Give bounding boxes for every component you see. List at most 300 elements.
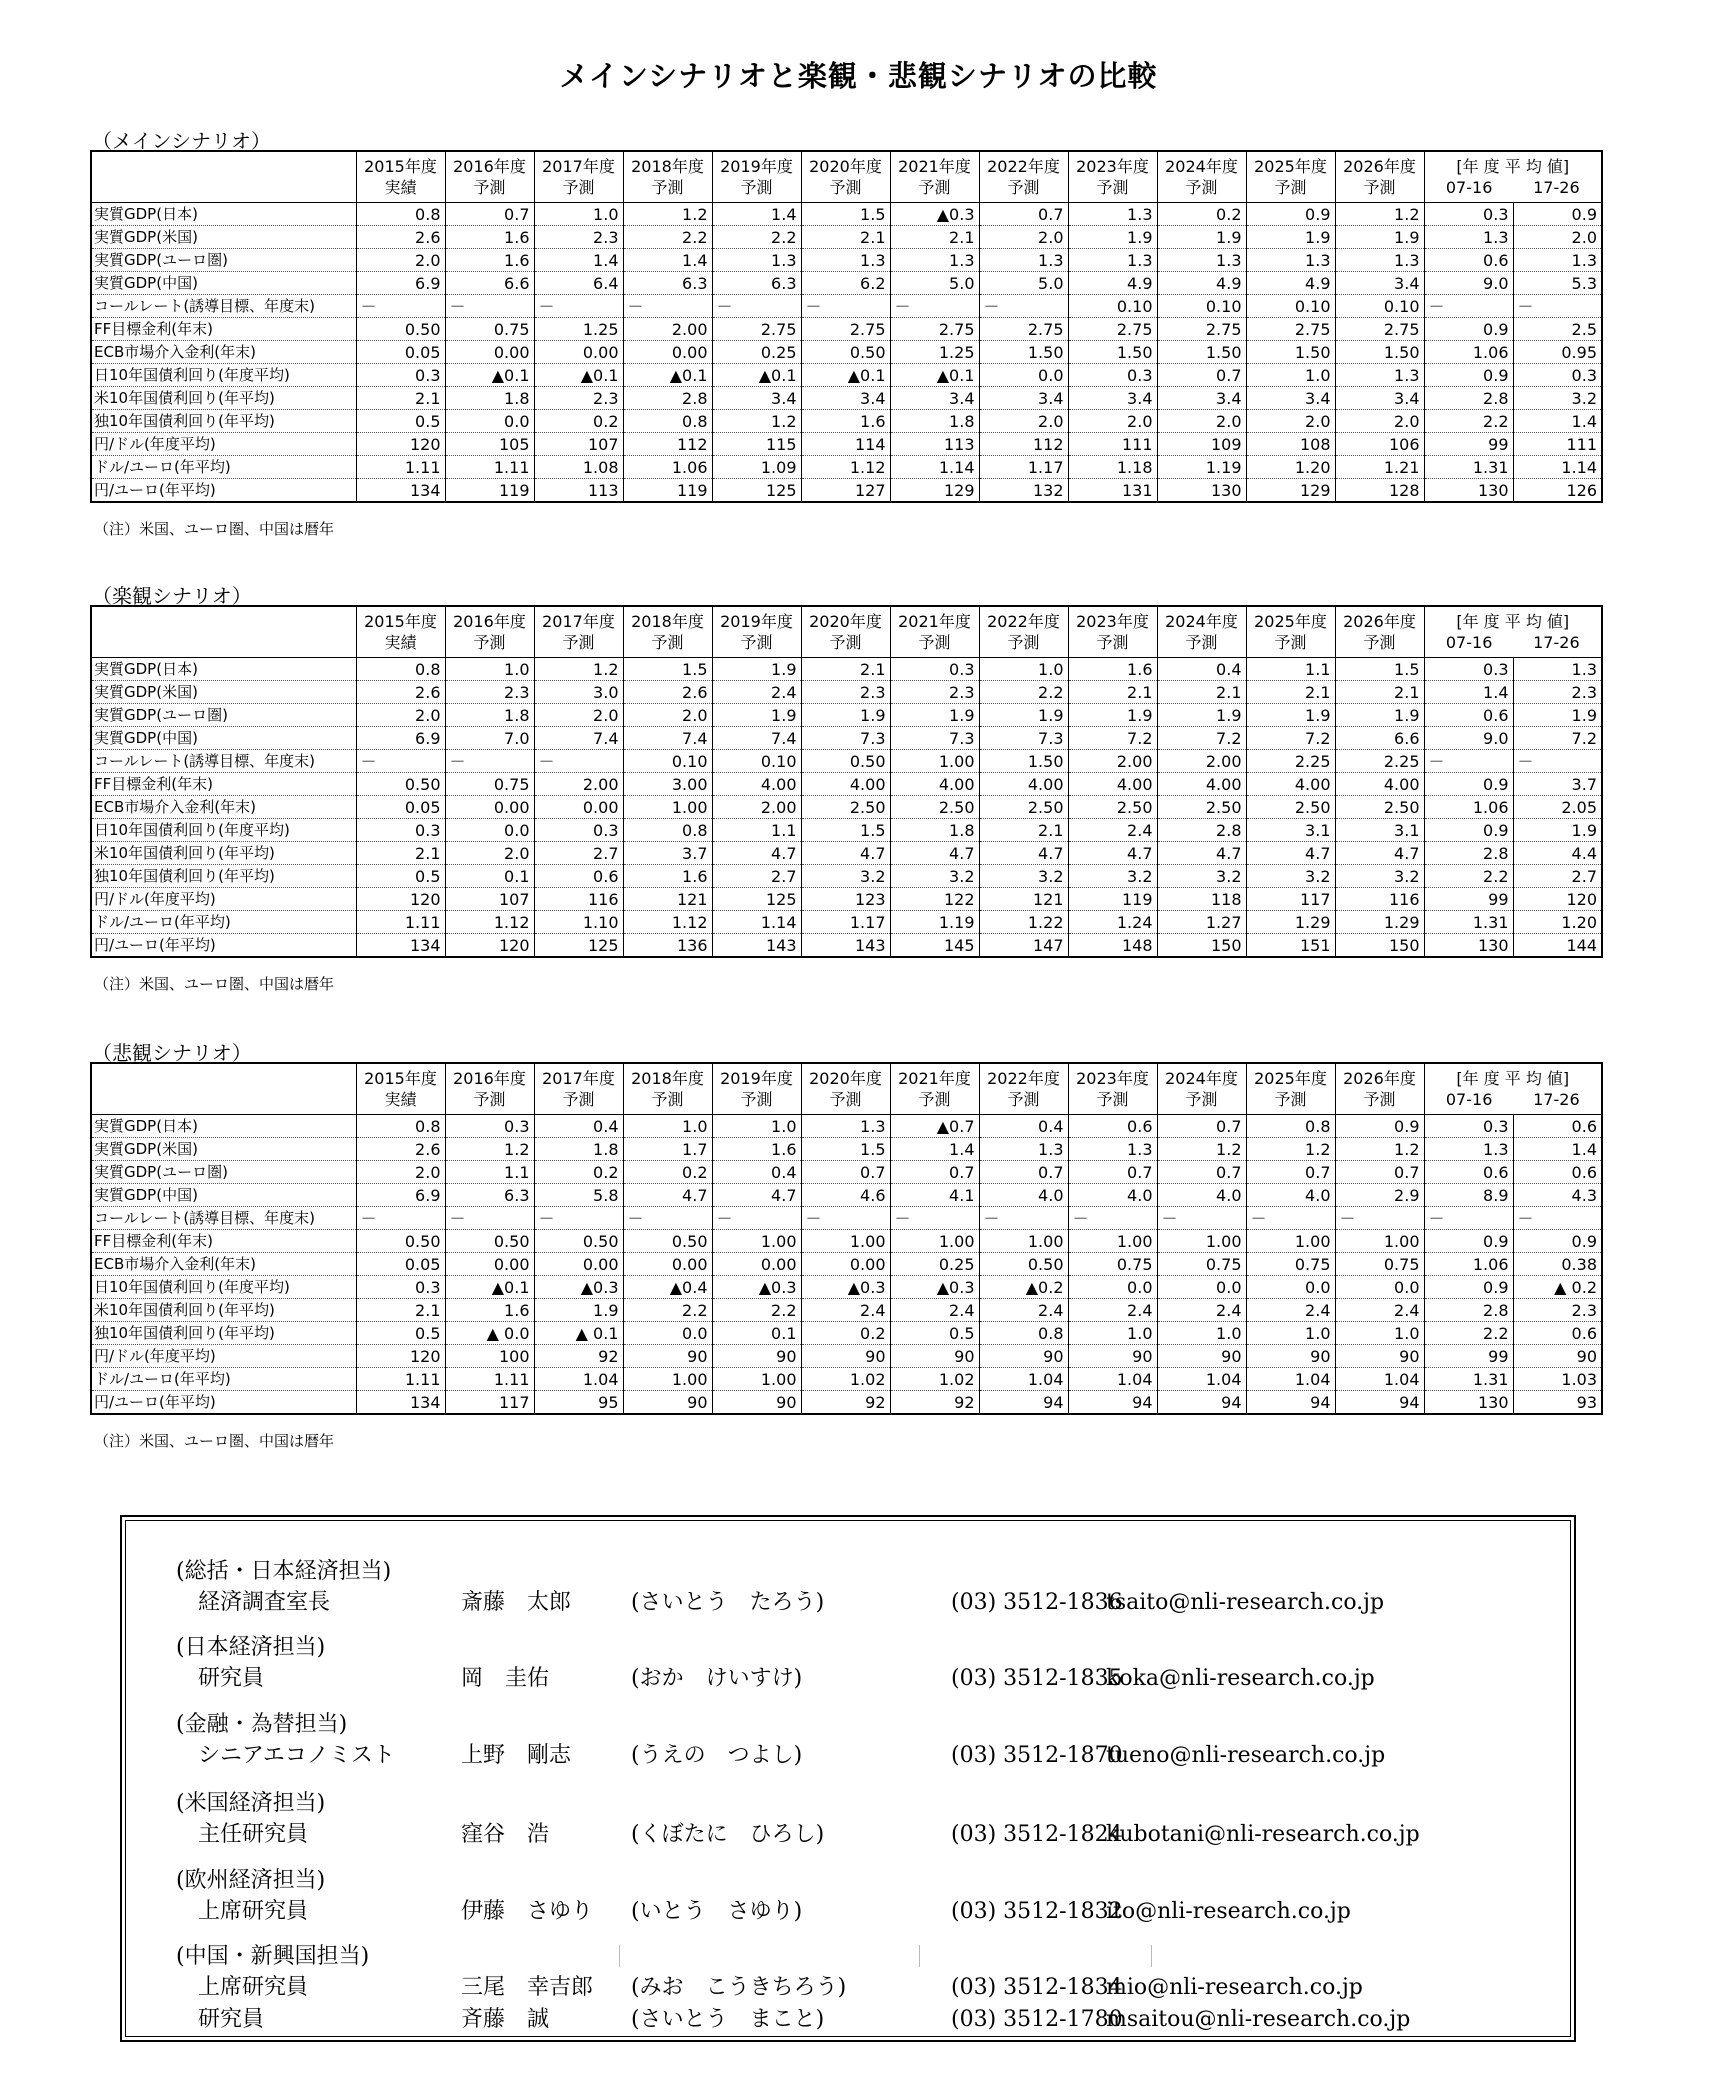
page-title: メインシナリオと楽観・悲観シナリオの比較 — [559, 59, 1158, 93]
table-cell: － — [445, 295, 534, 318]
table-cell: 0.05 — [356, 341, 445, 364]
table-cell: 150 — [1157, 934, 1246, 958]
table-row — [91, 226, 1602, 249]
table-cell: 1.9 — [1068, 704, 1157, 727]
column-header: 2022年度 予測 — [979, 151, 1068, 203]
contact-kana: (みお こうきちろう) — [631, 1975, 847, 2000]
table-cell: 1.08 — [534, 456, 623, 479]
table-cell: 2.7 — [1513, 865, 1602, 888]
table-cell: 1.12 — [445, 911, 534, 934]
table-cell: 134 — [356, 934, 445, 958]
column-header: 2019年度 予測 — [712, 606, 801, 658]
table-cell: － — [712, 1207, 801, 1230]
table-cell: 1.00 — [623, 796, 712, 819]
table-row — [91, 727, 1602, 750]
table-cell: 1.2 — [1335, 1138, 1424, 1161]
table-cell: 0.38 — [1513, 1253, 1602, 1276]
table-cell: 0.75 — [445, 773, 534, 796]
table-cell: 1.0 — [1335, 1322, 1424, 1345]
table-cell: 0.2 — [534, 1161, 623, 1184]
table-cell: 3.2 — [1068, 865, 1157, 888]
table-row — [91, 272, 1602, 295]
table-cell: 2.2 — [623, 1299, 712, 1322]
table-cell: － — [890, 1207, 979, 1230]
table-cell: 4.7 — [712, 1184, 801, 1207]
table-cell: ▲0.3 — [890, 1276, 979, 1299]
table-cell: 1.3 — [801, 1115, 890, 1138]
table-cell: 0.9 — [1424, 364, 1513, 387]
contact-phone: (03) 3512-1780 — [951, 2007, 1123, 2032]
table-cell: 108 — [1246, 433, 1335, 456]
table-cell: 125 — [712, 888, 801, 911]
contact-group-title: (米国経済担当) — [176, 1791, 326, 1816]
table-cell: 125 — [712, 479, 801, 503]
table-cell: 2.1 — [801, 226, 890, 249]
row-label: ドル/ユーロ(年平均) — [91, 456, 356, 479]
table-cell: 2.7 — [712, 865, 801, 888]
table-cell: ▲0.1 — [623, 364, 712, 387]
table-cell: 99 — [1424, 1345, 1513, 1368]
table-cell: 0.0 — [1335, 1276, 1424, 1299]
table-cell: 1.2 — [712, 410, 801, 433]
table-cell: － — [623, 1207, 712, 1230]
table-cell: － — [1513, 750, 1602, 773]
table-cell: 0.7 — [1157, 1115, 1246, 1138]
table-cell: 2.4 — [801, 1299, 890, 1322]
table-cell: 1.2 — [534, 658, 623, 681]
table-row — [91, 410, 1602, 433]
table-cell: － — [445, 1207, 534, 1230]
table-cell: 0.00 — [712, 1253, 801, 1276]
table-cell: 7.4 — [534, 727, 623, 750]
table-cell: 0.00 — [534, 341, 623, 364]
table-cell: 1.4 — [534, 249, 623, 272]
table-cell: 2.0 — [1335, 410, 1424, 433]
table-cell: 0.00 — [445, 341, 534, 364]
contact-name: 伊藤 さゆり — [461, 1899, 594, 1924]
table-cell: 0.0 — [979, 364, 1068, 387]
table-cell: 1.04 — [534, 1368, 623, 1391]
column-header-average: [年 度 平 均 値] 07-16 17-26 — [1424, 151, 1602, 203]
table-cell: 0.9 — [1424, 1230, 1513, 1253]
table-cell: 129 — [890, 479, 979, 503]
table-cell: 1.22 — [979, 911, 1068, 934]
table-cell: 116 — [1335, 888, 1424, 911]
table-cell: 1.3 — [1424, 226, 1513, 249]
row-label: ドル/ユーロ(年平均) — [91, 911, 356, 934]
table-cell: 0.10 — [712, 750, 801, 773]
table-cell: 2.50 — [801, 796, 890, 819]
table-cell: 90 — [623, 1345, 712, 1368]
table-cell: 4.7 — [712, 842, 801, 865]
table-cell: 1.3 — [979, 249, 1068, 272]
table-cell: 0.7 — [445, 203, 534, 226]
table-cell: 1.3 — [890, 249, 979, 272]
table-cell: ▲0.1 — [890, 364, 979, 387]
table-cell: 3.4 — [712, 387, 801, 410]
table-cell: 4.9 — [1157, 272, 1246, 295]
table-cell: 3.00 — [623, 773, 712, 796]
table-cell: 1.3 — [1068, 203, 1157, 226]
row-label: 独10年国債利回り(年平均) — [91, 1322, 356, 1345]
divider — [1151, 1945, 1152, 1967]
table-cell: 1.0 — [445, 658, 534, 681]
table-cell: ▲0.4 — [623, 1276, 712, 1299]
table-cell: 90 — [1246, 1345, 1335, 1368]
table-cell: 0.7 — [801, 1161, 890, 1184]
table-cell: 117 — [1246, 888, 1335, 911]
table-cell: 1.12 — [801, 456, 890, 479]
table-cell: 1.25 — [534, 318, 623, 341]
table-cell: 1.04 — [1157, 1368, 1246, 1391]
table-row — [91, 1322, 1602, 1345]
contact-person — [176, 1740, 1386, 1772]
table-cell: 2.2 — [1424, 410, 1513, 433]
table-cell: 7.2 — [1157, 727, 1246, 750]
contact-email[interactable]: mio@nli-research.co.jp — [1106, 1975, 1363, 2000]
table-cell: 6.6 — [445, 272, 534, 295]
table-cell: 130 — [1424, 479, 1513, 503]
table-cell: 1.10 — [534, 911, 623, 934]
table-cell: 2.3 — [801, 681, 890, 704]
contact-phone: (03) 3512-1835 — [951, 1666, 1123, 1691]
contact-group-title: (日本経済担当) — [176, 1635, 326, 1660]
table-cell: 4.00 — [1068, 773, 1157, 796]
column-header: 2026年度 予測 — [1335, 151, 1424, 203]
table-cell: 0.4 — [534, 1115, 623, 1138]
table-cell: 1.3 — [1068, 1138, 1157, 1161]
table-cell: 0.8 — [1246, 1115, 1335, 1138]
table-cell: 0.50 — [979, 1253, 1068, 1276]
table-cell: 121 — [979, 888, 1068, 911]
table-cell: 0.50 — [534, 1230, 623, 1253]
table-cell: 4.9 — [1246, 272, 1335, 295]
table-row — [91, 704, 1602, 727]
table-row — [91, 1230, 1602, 1253]
table-cell: 3.2 — [1513, 387, 1602, 410]
table-cell: 2.50 — [1157, 796, 1246, 819]
table-cell: 0.7 — [1246, 1161, 1335, 1184]
contact-kana: (さいとう たろう) — [631, 1590, 825, 1615]
table-cell: 2.1 — [1335, 681, 1424, 704]
table-cell: 1.29 — [1246, 911, 1335, 934]
contact-phone: (03) 3512-1832 — [951, 1899, 1123, 1924]
table-cell: 99 — [1424, 433, 1513, 456]
column-header: 2015年度 実績 — [356, 1063, 445, 1115]
table-cell: 0.8 — [356, 1115, 445, 1138]
contact-kana: (くぼたに ひろし) — [631, 1822, 825, 1847]
contact-kana: (いとう さゆり) — [631, 1899, 803, 1924]
row-label: FF目標金利(年末) — [91, 1230, 356, 1253]
table-cell: － — [445, 750, 534, 773]
table-cell: 0.3 — [356, 364, 445, 387]
table-cell: 1.00 — [712, 1230, 801, 1253]
table-row — [91, 796, 1602, 819]
row-label: 実質GDP(中国) — [91, 1184, 356, 1207]
column-header: 2024年度 予測 — [1157, 606, 1246, 658]
contact-phone: (03) 3512-1870 — [951, 1743, 1123, 1768]
table-cell: 1.6 — [623, 865, 712, 888]
table-cell: 2.4 — [1068, 1299, 1157, 1322]
table-cell: 6.9 — [356, 1184, 445, 1207]
table-cell: 94 — [1246, 1391, 1335, 1415]
table-row — [91, 1299, 1602, 1322]
table-row — [91, 1276, 1602, 1299]
table-cell: 0.7 — [890, 1161, 979, 1184]
table-cell: 2.3 — [445, 681, 534, 704]
table-cell: ▲0.3 — [890, 203, 979, 226]
table-cell: 4.3 — [1513, 1184, 1602, 1207]
contact-group-title: (欧州経済担当) — [176, 1868, 326, 1893]
table-cell: － — [1068, 1207, 1157, 1230]
table-cell: 143 — [712, 934, 801, 958]
table-cell: 1.50 — [1246, 341, 1335, 364]
table-cell: 105 — [445, 433, 534, 456]
table-cell: 1.6 — [445, 226, 534, 249]
table-cell: 2.50 — [1246, 796, 1335, 819]
table-cell: 4.7 — [1157, 842, 1246, 865]
table-row — [91, 1207, 1602, 1230]
table-cell: 1.04 — [979, 1368, 1068, 1391]
contact-person — [176, 1587, 1385, 1619]
row-label: 円/ユーロ(年平均) — [94, 935, 216, 954]
table-row — [91, 249, 1602, 272]
table-cell: 119 — [445, 479, 534, 503]
table-cell: 0.00 — [801, 1253, 890, 1276]
table-cell: 0.0 — [1068, 1276, 1157, 1299]
column-header: 2016年度 予測 — [445, 1063, 534, 1115]
table-cell: 1.00 — [890, 750, 979, 773]
column-header: 2015年度 実績 — [356, 151, 445, 203]
table-row — [91, 1115, 1602, 1138]
table-cell: 0.0 — [445, 819, 534, 842]
table-cell: 0.5 — [356, 865, 445, 888]
table-cell: 2.8 — [1424, 387, 1513, 410]
table-cell: 1.3 — [979, 1138, 1068, 1161]
contact-email[interactable]: tueno@nli-research.co.jp — [1106, 1743, 1386, 1768]
column-header: 2023年度 予測 — [1068, 151, 1157, 203]
table-cell: 3.1 — [1246, 819, 1335, 842]
table-cell: 1.31 — [1424, 911, 1513, 934]
table-cell: 3.7 — [623, 842, 712, 865]
contact-group — [176, 1710, 1386, 1772]
column-header: 2016年度 予測 — [445, 151, 534, 203]
contact-role: 研究員 — [198, 2007, 265, 2032]
table-cell: 0.00 — [534, 796, 623, 819]
table-row — [91, 681, 1602, 704]
table-cell: － — [1513, 295, 1602, 318]
table-cell: 147 — [979, 934, 1068, 958]
table-cell: 2.2 — [979, 681, 1068, 704]
table-cell: 1.5 — [623, 658, 712, 681]
table-cell: 1.3 — [1513, 249, 1602, 272]
table-cell: 1.25 — [890, 341, 979, 364]
table-cell: 2.0 — [1246, 410, 1335, 433]
table-cell: 151 — [1246, 934, 1335, 958]
contact-phone: (03) 3512-1836 — [951, 1590, 1123, 1615]
table-cell: 1.14 — [890, 456, 979, 479]
table-cell: ▲0.3 — [712, 1276, 801, 1299]
table-cell: 2.00 — [534, 773, 623, 796]
table-cell: 2.4 — [1157, 1299, 1246, 1322]
scenario-table — [90, 605, 1603, 958]
column-header-average: [年 度 平 均 値] 07-16 17-26 — [1424, 606, 1602, 658]
table-cell: 2.4 — [1335, 1299, 1424, 1322]
table-cell: 90 — [1157, 1345, 1246, 1368]
contact-person — [176, 2004, 1411, 2036]
table-cell: 2.3 — [1513, 1299, 1602, 1322]
table-cell: 3.2 — [1157, 865, 1246, 888]
table-cell: 0.3 — [534, 819, 623, 842]
column-header: 2018年度 予測 — [623, 1063, 712, 1115]
row-label: 米10年国債利回り(年平均) — [91, 1299, 356, 1322]
table-cell: 1.06 — [1424, 796, 1513, 819]
table-cell: 1.9 — [1157, 226, 1246, 249]
table-cell: 1.00 — [623, 1368, 712, 1391]
table-cell: 2.4 — [1246, 1299, 1335, 1322]
table-cell: 1.9 — [534, 1299, 623, 1322]
table-cell: 111 — [1068, 433, 1157, 456]
table-cell: 0.6 — [1424, 249, 1513, 272]
table-cell: 9.0 — [1424, 727, 1513, 750]
row-label: 実質GDP(ユーロ圏) — [91, 249, 356, 272]
table-row — [91, 750, 1602, 773]
table-row — [91, 1253, 1602, 1276]
table-cell: 4.7 — [979, 842, 1068, 865]
table-row — [91, 387, 1602, 410]
table-cell: 0.50 — [356, 1230, 445, 1253]
table-cell: 1.00 — [712, 1368, 801, 1391]
table-cell: 120 — [356, 1345, 445, 1368]
table-cell: 2.3 — [534, 226, 623, 249]
table-cell: 7.0 — [445, 727, 534, 750]
table-cell: － — [712, 295, 801, 318]
table-cell: 0.2 — [801, 1322, 890, 1345]
table-cell: 2.00 — [1068, 750, 1157, 773]
table-cell: 1.02 — [801, 1368, 890, 1391]
table-cell: ▲0.1 — [534, 364, 623, 387]
table-cell: 4.0 — [1068, 1184, 1157, 1207]
table-cell: 1.9 — [1513, 704, 1602, 727]
contact-person — [176, 1663, 1375, 1695]
divider — [919, 1945, 920, 1967]
table-cell: 3.4 — [1335, 272, 1424, 295]
table-cell: 3.4 — [1246, 387, 1335, 410]
table-cell: 7.3 — [979, 727, 1068, 750]
contact-name: 斎藤 太郎 — [461, 1590, 572, 1615]
table-cell: 90 — [979, 1345, 1068, 1368]
table-cell: 1.9 — [1246, 704, 1335, 727]
contact-role: 経済調査室長 — [198, 1590, 331, 1615]
table-cell: 0.9 — [1513, 1230, 1602, 1253]
row-label: 米10年国債利回り(年平均) — [91, 387, 356, 410]
table-cell: 1.8 — [890, 410, 979, 433]
table-cell: 2.8 — [1157, 819, 1246, 842]
table-cell: 0.8 — [623, 410, 712, 433]
table-cell: 0.0 — [623, 1322, 712, 1345]
table-cell: 4.7 — [1068, 842, 1157, 865]
table-cell: 2.9 — [1335, 1184, 1424, 1207]
table-cell: 1.0 — [1246, 364, 1335, 387]
table-cell: 0.9 — [1424, 318, 1513, 341]
table-cell: 1.0 — [1157, 1322, 1246, 1345]
table-cell: 113 — [534, 479, 623, 503]
table-cell: 0.6 — [534, 865, 623, 888]
table-cell: 2.75 — [890, 318, 979, 341]
table-cell: 1.0 — [1246, 1322, 1335, 1345]
table-cell: 2.0 — [356, 249, 445, 272]
table-cell: 1.00 — [1157, 1230, 1246, 1253]
table-cell: 1.9 — [1157, 704, 1246, 727]
table-cell: － — [890, 295, 979, 318]
contact-person — [176, 1896, 1351, 1928]
table-cell: 0.9 — [1246, 203, 1335, 226]
contact-email[interactable]: koka@nli-research.co.jp — [1106, 1666, 1375, 1691]
table-cell: 2.75 — [979, 318, 1068, 341]
table-cell: 2.50 — [979, 796, 1068, 819]
table-cell: 4.00 — [890, 773, 979, 796]
table-cell: 134 — [356, 1391, 445, 1415]
contact-email[interactable]: msaitou@nli-research.co.jp — [1106, 2007, 1411, 2032]
column-header: 2021年度 予測 — [890, 1063, 979, 1115]
contact-group-title: (総括・日本経済担当) — [176, 1559, 392, 1584]
table-cell: 1.11 — [356, 1368, 445, 1391]
table-cell: 1.9 — [890, 704, 979, 727]
column-header: 2021年度 予測 — [890, 606, 979, 658]
table-cell: 0.9 — [1513, 203, 1602, 226]
column-header: 2016年度 予測 — [445, 606, 534, 658]
column-header: 2017年度 予測 — [534, 151, 623, 203]
table-cell: 2.6 — [356, 226, 445, 249]
table-cell: 1.3 — [1068, 249, 1157, 272]
contact-email[interactable]: kubotani@nli-research.co.jp — [1106, 1822, 1420, 1847]
table-cell: 6.3 — [623, 272, 712, 295]
table-cell: 6.9 — [356, 272, 445, 295]
row-label: ECB市場介入金利(年末) — [91, 1253, 356, 1276]
table-cell: 0.10 — [1068, 295, 1157, 318]
table-cell: 1.9 — [712, 658, 801, 681]
row-label: FF目標金利(年末) — [91, 318, 356, 341]
table-cell: 0.25 — [712, 341, 801, 364]
table-cell: 1.9 — [1513, 819, 1602, 842]
table-cell: － — [356, 750, 445, 773]
table-cell: 0.50 — [445, 1230, 534, 1253]
column-header: 2025年度 予測 — [1246, 606, 1335, 658]
contact-group — [176, 1789, 1420, 1851]
contact-email[interactable]: ito@nli-research.co.jp — [1106, 1899, 1351, 1924]
table-cell: 1.5 — [1335, 658, 1424, 681]
table-cell: 7.2 — [1068, 727, 1157, 750]
contact-group — [176, 1557, 1385, 1619]
table-row — [91, 842, 1602, 865]
table-cell: 0.9 — [1335, 1115, 1424, 1138]
table-cell: 2.0 — [623, 704, 712, 727]
table-cell: 0.1 — [445, 865, 534, 888]
contact-email[interactable]: tsaito@nli-research.co.jp — [1106, 1590, 1385, 1615]
section-label: （メインシナリオ） — [92, 129, 271, 153]
contact-role: 研究員 — [198, 1666, 265, 1691]
table-cell: 0.75 — [1246, 1253, 1335, 1276]
contact-group-title: (金融・為替担当) — [176, 1712, 348, 1737]
contact-person — [176, 1972, 1363, 2004]
table-cell: 0.00 — [534, 1253, 623, 1276]
table-note: （注）米国、ユーロ圏、中国は暦年 — [94, 520, 335, 538]
table-cell: 7.4 — [623, 727, 712, 750]
table-cell: 6.2 — [801, 272, 890, 295]
table-cell: 1.6 — [445, 1299, 534, 1322]
table-cell: 2.6 — [623, 681, 712, 704]
table-row — [91, 1138, 1602, 1161]
